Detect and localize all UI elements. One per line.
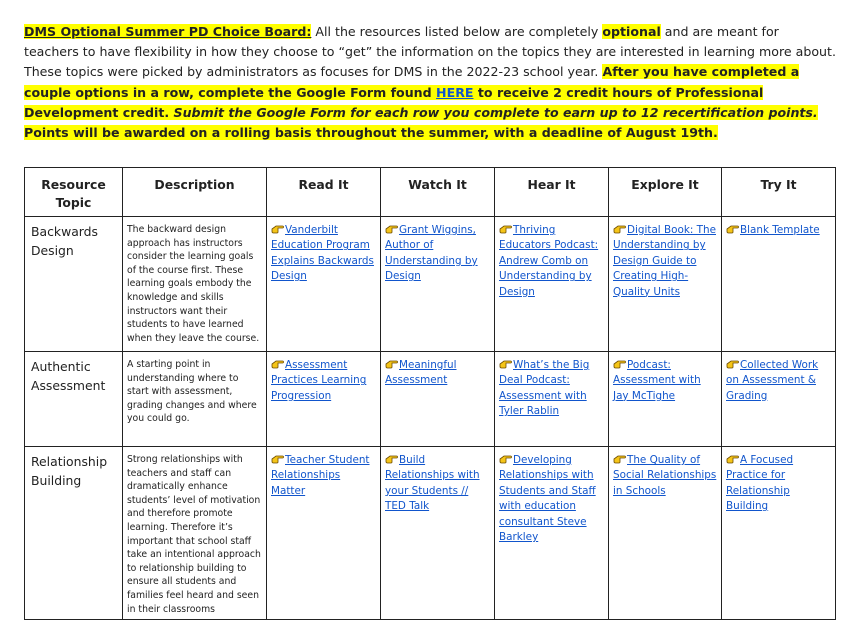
- table-row: [25, 217, 836, 352]
- instruction-4: Points will be awarded on a rolling basis throughout the summer, with a deadline of August 19th.: [24, 125, 718, 141]
- try-link[interactable]: Collected Work on Assessment & Grading: [726, 359, 819, 402]
- pointing-hand-icon: [385, 224, 398, 234]
- hear-link[interactable]: Developing Relationships with Students and Staff with education consultant Steve Barkley: [499, 454, 596, 544]
- watch-link[interactable]: Meaningful Assessment: [385, 359, 457, 387]
- topic-backwards-design: Backwards Design: [25, 217, 123, 352]
- header-read-it: Read It: [267, 168, 381, 217]
- pointing-hand-icon: [271, 224, 284, 234]
- header-row: [25, 168, 836, 217]
- explore-link[interactable]: Podcast: Assessment with Jay McTighe: [613, 359, 701, 402]
- explore-link[interactable]: The Quality of Social Relationships in Schools: [613, 454, 717, 497]
- description: The backward design approach has instructors consider the learning goals of the course first. These learning goals embody the knowledge and skills instructors want their students to have learned when they leave the course.: [123, 217, 267, 352]
- description: A starting point in understanding where to start with assessment, grading changes and where you could go.: [123, 352, 267, 447]
- instruction-3: Submit the Google Form for each row you complete to earn up to 12 recertification points.: [173, 104, 818, 120]
- read-link[interactable]: Teacher Student Relationships Matter: [271, 454, 370, 497]
- instruction-1: After you have completed a couple options in a row, complete the Google Form found: [24, 64, 800, 100]
- explore-link[interactable]: Digital Book: The Understanding by Design Guide to Creating High-Quality Units: [613, 224, 716, 298]
- table-row: [25, 447, 836, 620]
- header-resource-topic: Resource Topic: [25, 168, 123, 217]
- try-link[interactable]: Blank Template: [740, 224, 820, 236]
- pointing-hand-icon: [613, 454, 626, 464]
- pointing-hand-icon: [726, 454, 739, 464]
- pointing-hand-icon: [613, 224, 626, 234]
- intro-paragraph: [24, 22, 836, 143]
- hear-link[interactable]: What’s the Big Deal Podcast: Assessment with Tyler Rablin: [499, 359, 590, 418]
- watch-link[interactable]: Build Relationships with your Students // TED Talk: [385, 454, 480, 513]
- hear-link[interactable]: Thriving Educators Podcast: Andrew Comb on Understanding by Design: [499, 224, 599, 298]
- header-watch-it: Watch It: [381, 168, 495, 217]
- try-link[interactable]: A Focused Practice for Relationship Building: [726, 454, 794, 513]
- pointing-hand-icon: [726, 224, 739, 234]
- optional-highlight: optional: [602, 24, 661, 39]
- pointing-hand-icon: [385, 454, 398, 464]
- intro-text-2: and are meant for teachers to have flexibility in how they choose to “get” the information on the topics they are interested in learning more about. These topics were picked by administrators as focuses for DMS in the 2022-23 school year.: [24, 24, 836, 80]
- header-try-it: Try It: [722, 168, 836, 217]
- header-hear-it: Hear It: [495, 168, 609, 217]
- header-description: Description: [123, 168, 267, 217]
- topic-relationship-building: Relationship Building: [25, 447, 123, 620]
- pointing-hand-icon: [726, 359, 739, 369]
- read-link[interactable]: Assessment Practices Learning Progression: [271, 359, 367, 402]
- table-row: [25, 352, 836, 447]
- pointing-hand-icon: [271, 359, 284, 369]
- pointing-hand-icon: [499, 359, 512, 369]
- pointing-hand-icon: [613, 359, 626, 369]
- pointing-hand-icon: [499, 224, 512, 234]
- google-form-here-link[interactable]: HERE: [436, 84, 474, 100]
- page-title: DMS Optional Summer PD Choice Board:: [24, 24, 312, 39]
- pointing-hand-icon: [271, 454, 284, 464]
- read-link[interactable]: Vanderbilt Education Program Explains Backwards Design: [271, 224, 374, 283]
- intro-text-1: All the resources listed below are completely: [311, 24, 603, 39]
- pointing-hand-icon: [499, 454, 512, 464]
- instruction-2: to receive 2 credit hours of Professional Development credit.: [24, 84, 764, 120]
- pointing-hand-icon: [385, 359, 398, 369]
- watch-link[interactable]: Grant Wiggins, Author of Understanding by Design: [385, 224, 478, 283]
- choice-board-table: [24, 167, 836, 620]
- header-explore-it: Explore It: [609, 168, 722, 217]
- topic-authentic-assessment: Authentic Assessment: [25, 352, 123, 447]
- description: Strong relationships with teachers and staff can dramatically enhance students’ level of motivation and therefore promote learning. Therefore it’s important that school staff take an intentional approach to relationship building to ensure all students and families feel heard and seen in their classrooms: [123, 447, 267, 620]
